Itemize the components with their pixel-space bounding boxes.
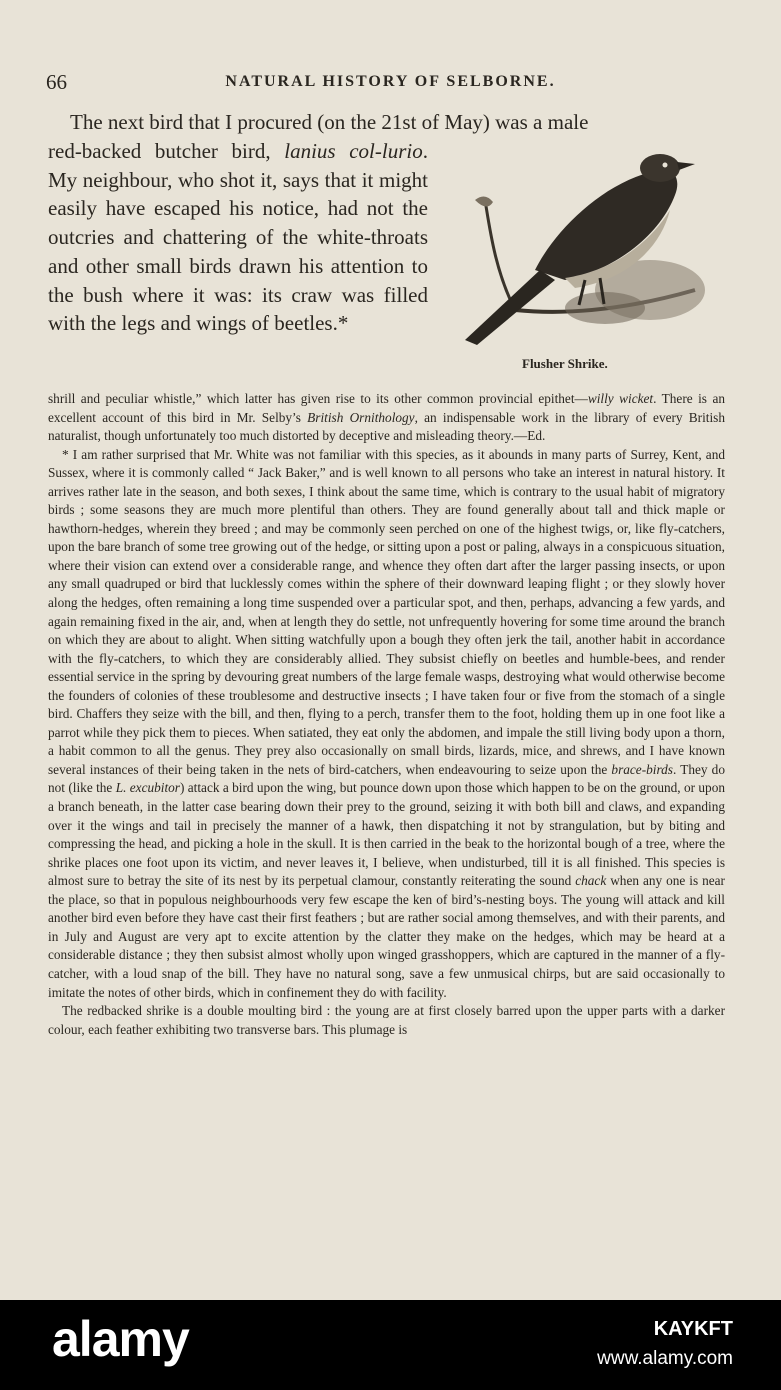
- shrike-woodcut-icon: [455, 140, 730, 355]
- footnotes: [48, 390, 725, 1039]
- running-title: NATURAL HISTORY OF SELBORNE.: [225, 73, 556, 90]
- footnote-paragraph: * I am rather surprised that Mr. White was not familiar with this species, as it abounds in many parts of Surrey, Kent, and Sussex, where it is commonly called “ Jack Baker,” and is well known to all persons who take an interest in natural history. It arrives rather late in the season, and both sexes, I think about the same time, which is contrary to the usual habit of migratory birds ; some seasons they are much more plentiful than others. They are found generally about tall and thick maple or hawthorn-hedges, wherein they breed ; and may be commonly seen perched on one of the highest twigs, or, like fly-catchers, upon the bare branch of some tree growing out of the hedge, or sitting upon a post or paling, always in a conspicuous situation, where their vision can extend over a considerable range, and whence they often dart after the larger passing insects, or upon any small quadruped or bird that lucklessly comes within the sphere of their downward leaping flight ; or they slowly hover along the hedges, often remaining a long time suspended over a particular spot, and then, perhaps, advancing a few yards, and again remaining fixed in the air, and, when at length they do settle, not unfrequently hovering for some time around the branch on which they are about to alight. When sitting watchfully upon a bough they often jerk the tail, another habit in accordance with the fly-catchers, to which they are considerably allied. They subsist chiefly on beetles and humble-bees, and render essential service in the spring by devouring great numbers of the large female wasps, destroying what would otherwise become the founders of colonies of these troublesome and destructive insects ; I have taken four or five from the stomach of a single bird. Chaffers they seize with the bill, and then, flying to a perch, transfer them to the foot, holding them up in one foot like a parrot while they pick them to pieces. When satiated, they eat only the abdomen, and impale the still living body upon a thorn, a habit common to all the genus. They prey also occasionally on small birds, lizards, mice, and shrews, and I have known several instances of their being taken in the nets of bird-catchers, when endeavouring to seize upon the brace-birds. They do not (like the L. excubitor) attack a bird upon the wing, but pounce down upon those which happen to be on the ground, or upon a branch beneath, in the latter case bearing down their prey to the ground, seizing it with both bill and claws, and expanding over it the wings and tail in precisely the manner of a hawk, then dispatching it not by strangulation, but by biting and compressing the head, and picking a hole in the skull. It is then carried in the beak to the horizontal bough of a tree, where the shrike places one foot upon its victim, and never leaves it, I believe, when undisturbed, till it is all finished. This species is almost sure to betray the site of its nest by its perpetual clamour, constantly reiterating the sound chack when any one is near the place, so that in populous neighbourhoods very few escape the ken of bird’s-nesting boys. The young will attack and kill another bird even before they have cast their first feathers ; but are rather social among themselves, and with their parents, and in July and August are very apt to excite attention by the clatter they make on the hedges, which may be heard at a considerable distance ; they then subsist almost wholly upon winged grasshoppers, which are captured in the manner of a fly-catcher, with a loud snap of the bill. They have no natural song, save a few unmusical chirps, but are said occasionally to imitate the notes of other birds, which in confinement they do with facility.: [48, 446, 725, 1000]
- editor-note: shrill and peculiar whistle,” which latter has given rise to its other common provincial epithet—willy wicket. There is an excellent account of this bird in Mr. Selby’s British Ornithology, an indispensable work in the library of every British naturalist, though unfortunately too much distorted by deceptive and misleading theory.—Ed.: [48, 391, 726, 444]
- watermark-footer: [0, 1300, 781, 1390]
- lead-first-line: The next bird that I procured (on the 21st of May) was a male: [70, 110, 589, 134]
- shrike-illustration: [455, 140, 730, 375]
- page-number: 66: [46, 70, 67, 94]
- footnote-paragraph-2: The redbacked shrike is a double moulting bird : the young are at first closely barred upon the upper parts with a darker colour, each feather exhibiting two transverse bars. This plumage is: [48, 1003, 725, 1037]
- image-code: KAYKFT: [653, 1318, 733, 1340]
- brand-logo: alamy: [52, 1311, 189, 1367]
- page-header: [46, 70, 735, 96]
- site-link[interactable]: www.alamy.com: [597, 1348, 733, 1369]
- figure-caption: Flusher Shrike.: [522, 356, 608, 371]
- lead-paragraph: red-backed butcher bird, lanius col-lurio. My neighbour, who shot it, says that it might easily have escaped his notice, had not the outcries and chattering of the white-throats and other small birds drawn his attention to the bush where it was: its craw was filled with the legs and wings of beetles.*: [48, 139, 428, 336]
